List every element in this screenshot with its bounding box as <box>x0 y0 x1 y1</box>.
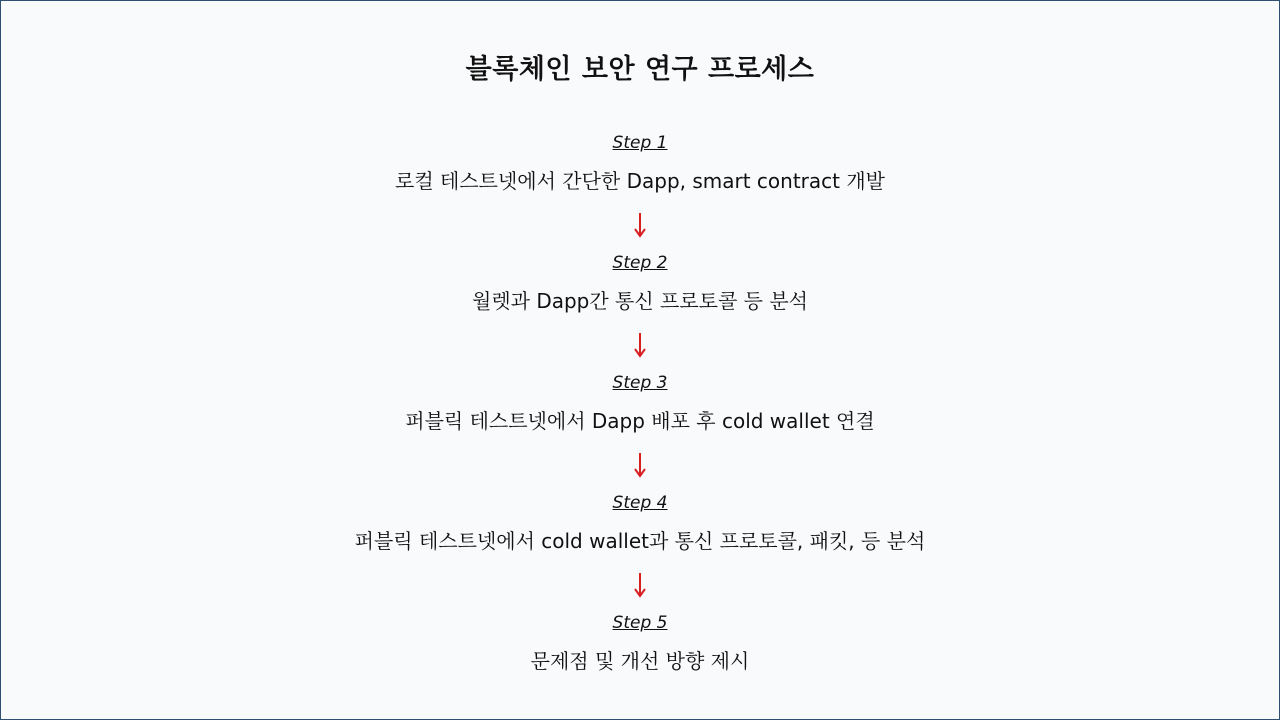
step-label: Step 5 <box>612 613 668 633</box>
step-description: 퍼블릭 테스트넷에서 Dapp 배포 후 cold wallet 연결 <box>405 409 875 433</box>
step-label: Step 1 <box>612 133 668 153</box>
down-arrow-icon <box>1 572 1279 598</box>
step-label: Step 4 <box>612 493 668 513</box>
step-4 <box>1 491 1279 611</box>
step-label: Step 2 <box>612 253 668 273</box>
step-3 <box>1 371 1279 491</box>
step-1 <box>1 131 1279 251</box>
step-5 <box>1 611 1279 720</box>
down-arrow-icon <box>1 332 1279 358</box>
step-description: 로컬 테스트넷에서 간단한 Dapp, smart contract 개발 <box>395 169 885 193</box>
process-steps <box>1 131 1279 720</box>
page-title: 블록체인 보안 연구 프로세스 <box>465 54 815 85</box>
down-arrow-icon <box>1 212 1279 238</box>
step-description: 월렛과 Dapp간 통신 프로토콜 등 분석 <box>472 289 808 313</box>
step-description: 퍼블릭 테스트넷에서 cold wallet과 통신 프로토콜, 패킷, 등 분석 <box>354 529 926 553</box>
down-arrow-icon <box>1 452 1279 478</box>
step-2 <box>1 251 1279 371</box>
step-label: Step 3 <box>612 373 668 393</box>
step-description: 문제점 및 개선 방향 제시 <box>530 649 750 673</box>
